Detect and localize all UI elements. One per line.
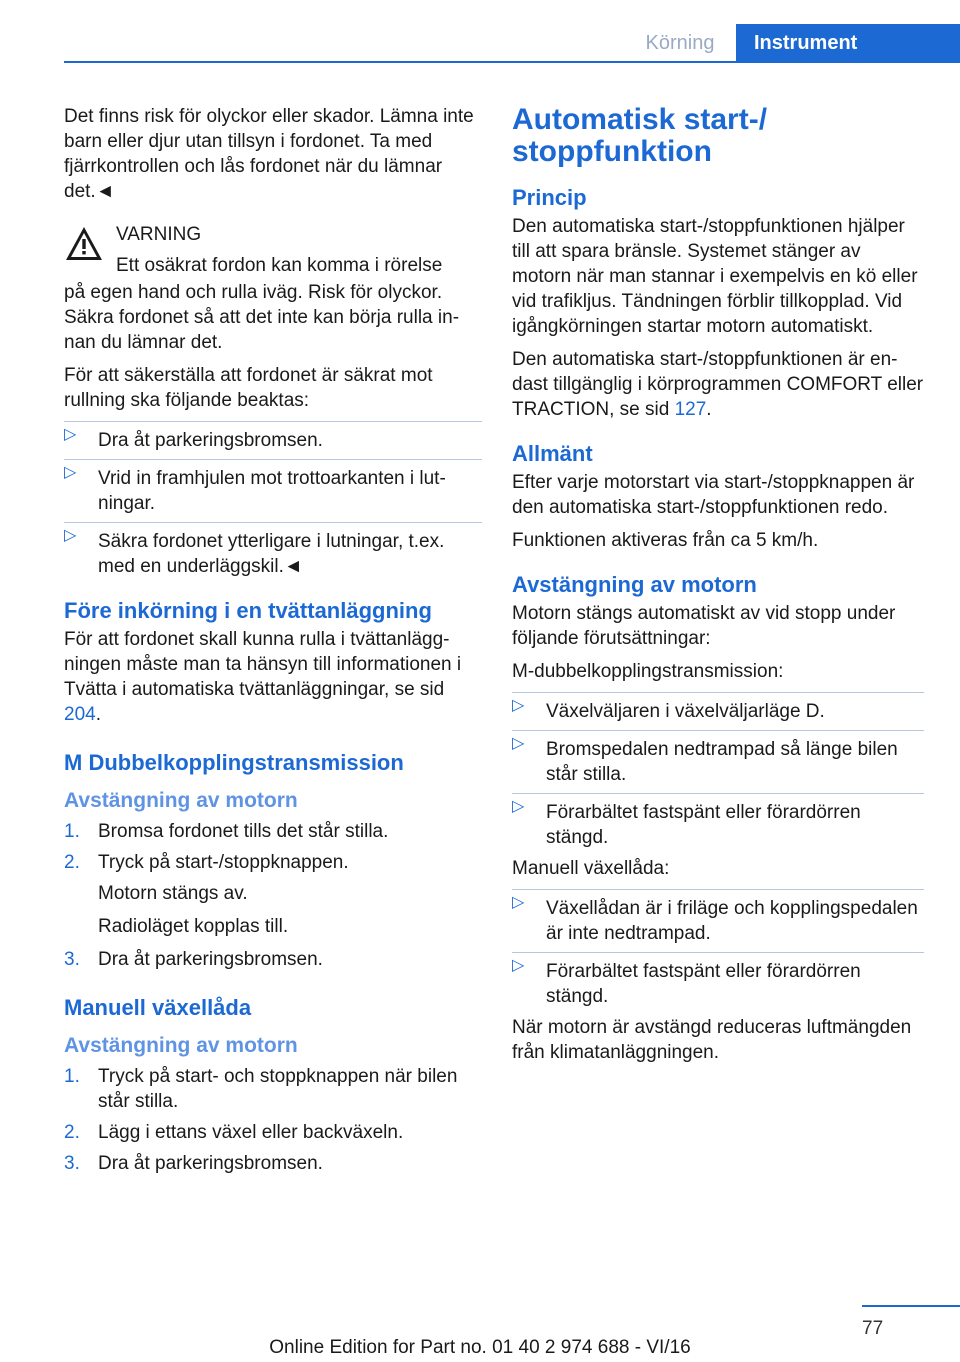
manual-paragraph: Manuell växellåda: (512, 858, 670, 879)
heading-principle: Princip (512, 185, 587, 210)
list-item (64, 850, 482, 875)
heading-dct-off: Avstängning av motorn (64, 789, 298, 812)
only-text: Den automatiska start-/stoppfunktionen är endast tillgänglig i körprogrammen COMFORT eller TRACTION, se sid (512, 349, 924, 420)
principle-paragraph: Den automatiska start-/stoppfunktionen hjälper till att spara bränsle. Systemet stänger av motorn när man stannar i exempelvis en kö eller vid trafikljus. Tändningen förblir tillkopplad. Vid igångkörningen startar motorn automatiskt. (512, 216, 918, 337)
intro-paragraph: Det finns risk för olyckor eller skador. Lämna inte barn eller djur utan tillsyn i fordonet. Ta med fjärrkontrollen och lås fordonet när du lämnar det.◄ (64, 106, 474, 202)
list-item: ▷ Dra åt parkeringsbromsen. (64, 421, 482, 453)
heading-wash: Före inkörning i en tvättanläggning (64, 598, 432, 623)
step-number: 3. (64, 949, 80, 970)
left-column (64, 104, 482, 1182)
wash-paragraph (64, 627, 482, 727)
manual-steps (64, 1064, 482, 1176)
heading-manual: Manuell växellåda (64, 995, 252, 1020)
mdct-paragraph: M-dubbelkopplingstransmission: (512, 661, 784, 682)
page-number: 77 (862, 1318, 884, 1339)
step-number: 3. (64, 1153, 80, 1174)
list-item (64, 1120, 482, 1145)
general-paragraph: Efter varje motorstart via start-/stoppknappen är den automatiska start-/stoppfunktionen redo. (512, 472, 915, 518)
step-number: 2. (64, 1122, 80, 1143)
tab-korning[interactable]: Körning (645, 32, 715, 54)
mdct-list (512, 692, 924, 850)
heading-general: Allmänt (512, 441, 593, 466)
step-text: Bromsa fordonet tills det står stilla. (98, 821, 389, 842)
dct-steps-cont (64, 947, 482, 972)
list-item: ▷ Växelväljaren i växelväljarläge D. (512, 692, 924, 724)
step-number: 2. (64, 852, 80, 873)
step-number: 1. (64, 821, 80, 842)
heading-manual-off: Avstängning av motorn (64, 1034, 298, 1057)
activates-paragraph: Funktionen aktiveras från ca 5 km/h. (512, 530, 819, 551)
list-item: ▷ Säkra fordonet ytterligare i lutningar, t.ex. med en underläggskil.◄ (64, 522, 482, 579)
step-text: Tryck på start-/stoppknappen. (98, 852, 349, 873)
list-item: ▷ Växellådan är i friläge och kopplingspedalen är inte nedtrampad. (512, 889, 924, 946)
heading-dct: M Dubbelkopplingstransmission (64, 750, 404, 775)
page-number-rule (862, 1305, 960, 1307)
only-paragraph (512, 347, 924, 422)
list-item: ▷ Förarbältet fastspänt eller förardörren stängd. (512, 952, 924, 1009)
heading-off: Avstängning av motorn (512, 572, 757, 597)
dct-steps (64, 819, 482, 875)
list-item (64, 1151, 482, 1176)
step-text: Tryck på start- och stoppknappen när bilen står stilla. (98, 1066, 458, 1112)
secure-paragraph: För att säkerställa att fordonet är säkrat mot rullning ska följande beaktas: (64, 365, 433, 411)
footer-edition: Online Edition for Part no. 01 40 2 974 688 - VI/16 (269, 1337, 691, 1358)
step-number: 1. (64, 1066, 80, 1087)
warning-line1: Ett osäkrat fordon kan komma i rörelse (116, 255, 443, 276)
list-item: ▷ Bromspedalen nedtrampad så länge bilen står stilla. (512, 730, 924, 787)
page-link-204[interactable]: 204 (64, 704, 96, 725)
list-item: ▷ Förarbältet fastspänt eller förardörren stängd. (512, 793, 924, 850)
right-column (512, 104, 924, 1073)
wash-end: . (95, 704, 101, 725)
manual-list (512, 889, 924, 1009)
list-item (64, 1064, 482, 1114)
list-item (64, 819, 482, 844)
page-link-127[interactable]: 127 (674, 399, 707, 420)
reduced-paragraph: När motorn är avstängd reduceras luftmängden från klimatanläggningen. (512, 1017, 912, 1063)
header-rule (64, 61, 960, 63)
secure-list (64, 421, 482, 579)
step-text: Dra åt parkeringsbromsen. (98, 1153, 323, 1174)
step-text: Dra åt parkeringsbromsen. (98, 949, 323, 970)
step-continuation: Motorn stängs av. (98, 883, 248, 904)
list-item (64, 947, 482, 972)
tab-instrument[interactable]: Instrument (736, 24, 960, 62)
heading-auto-start-stop: Automatisk start-/ stoppfunktion (512, 103, 768, 168)
warning-text: på egen hand och rulla iväg. Risk för olyckor. Säkra fordonet så att det inte kan börja rulla innan du lämnar det. (64, 282, 460, 353)
warning-box (64, 222, 482, 280)
only-end: . (706, 399, 712, 420)
warning-triangle-icon (64, 224, 104, 264)
list-item: ▷ Vrid in framhjulen mot trottoarkanten i lutningar. (64, 459, 482, 516)
warning-title: VARNING (116, 224, 202, 245)
step-continuation: Radioläget kopplas till. (98, 916, 289, 937)
step-text: Lägg i ettans växel eller backväxeln. (98, 1122, 404, 1143)
off-paragraph: Motorn stängs automatiskt av vid stopp under följande förutsättningar: (512, 603, 896, 649)
wash-text: För att fordonet skall kunna rulla i tvättanläggningen måste man ta hänsyn till informationen i Tvätta i automatiska tvättanläggningar, se sid (64, 629, 462, 700)
